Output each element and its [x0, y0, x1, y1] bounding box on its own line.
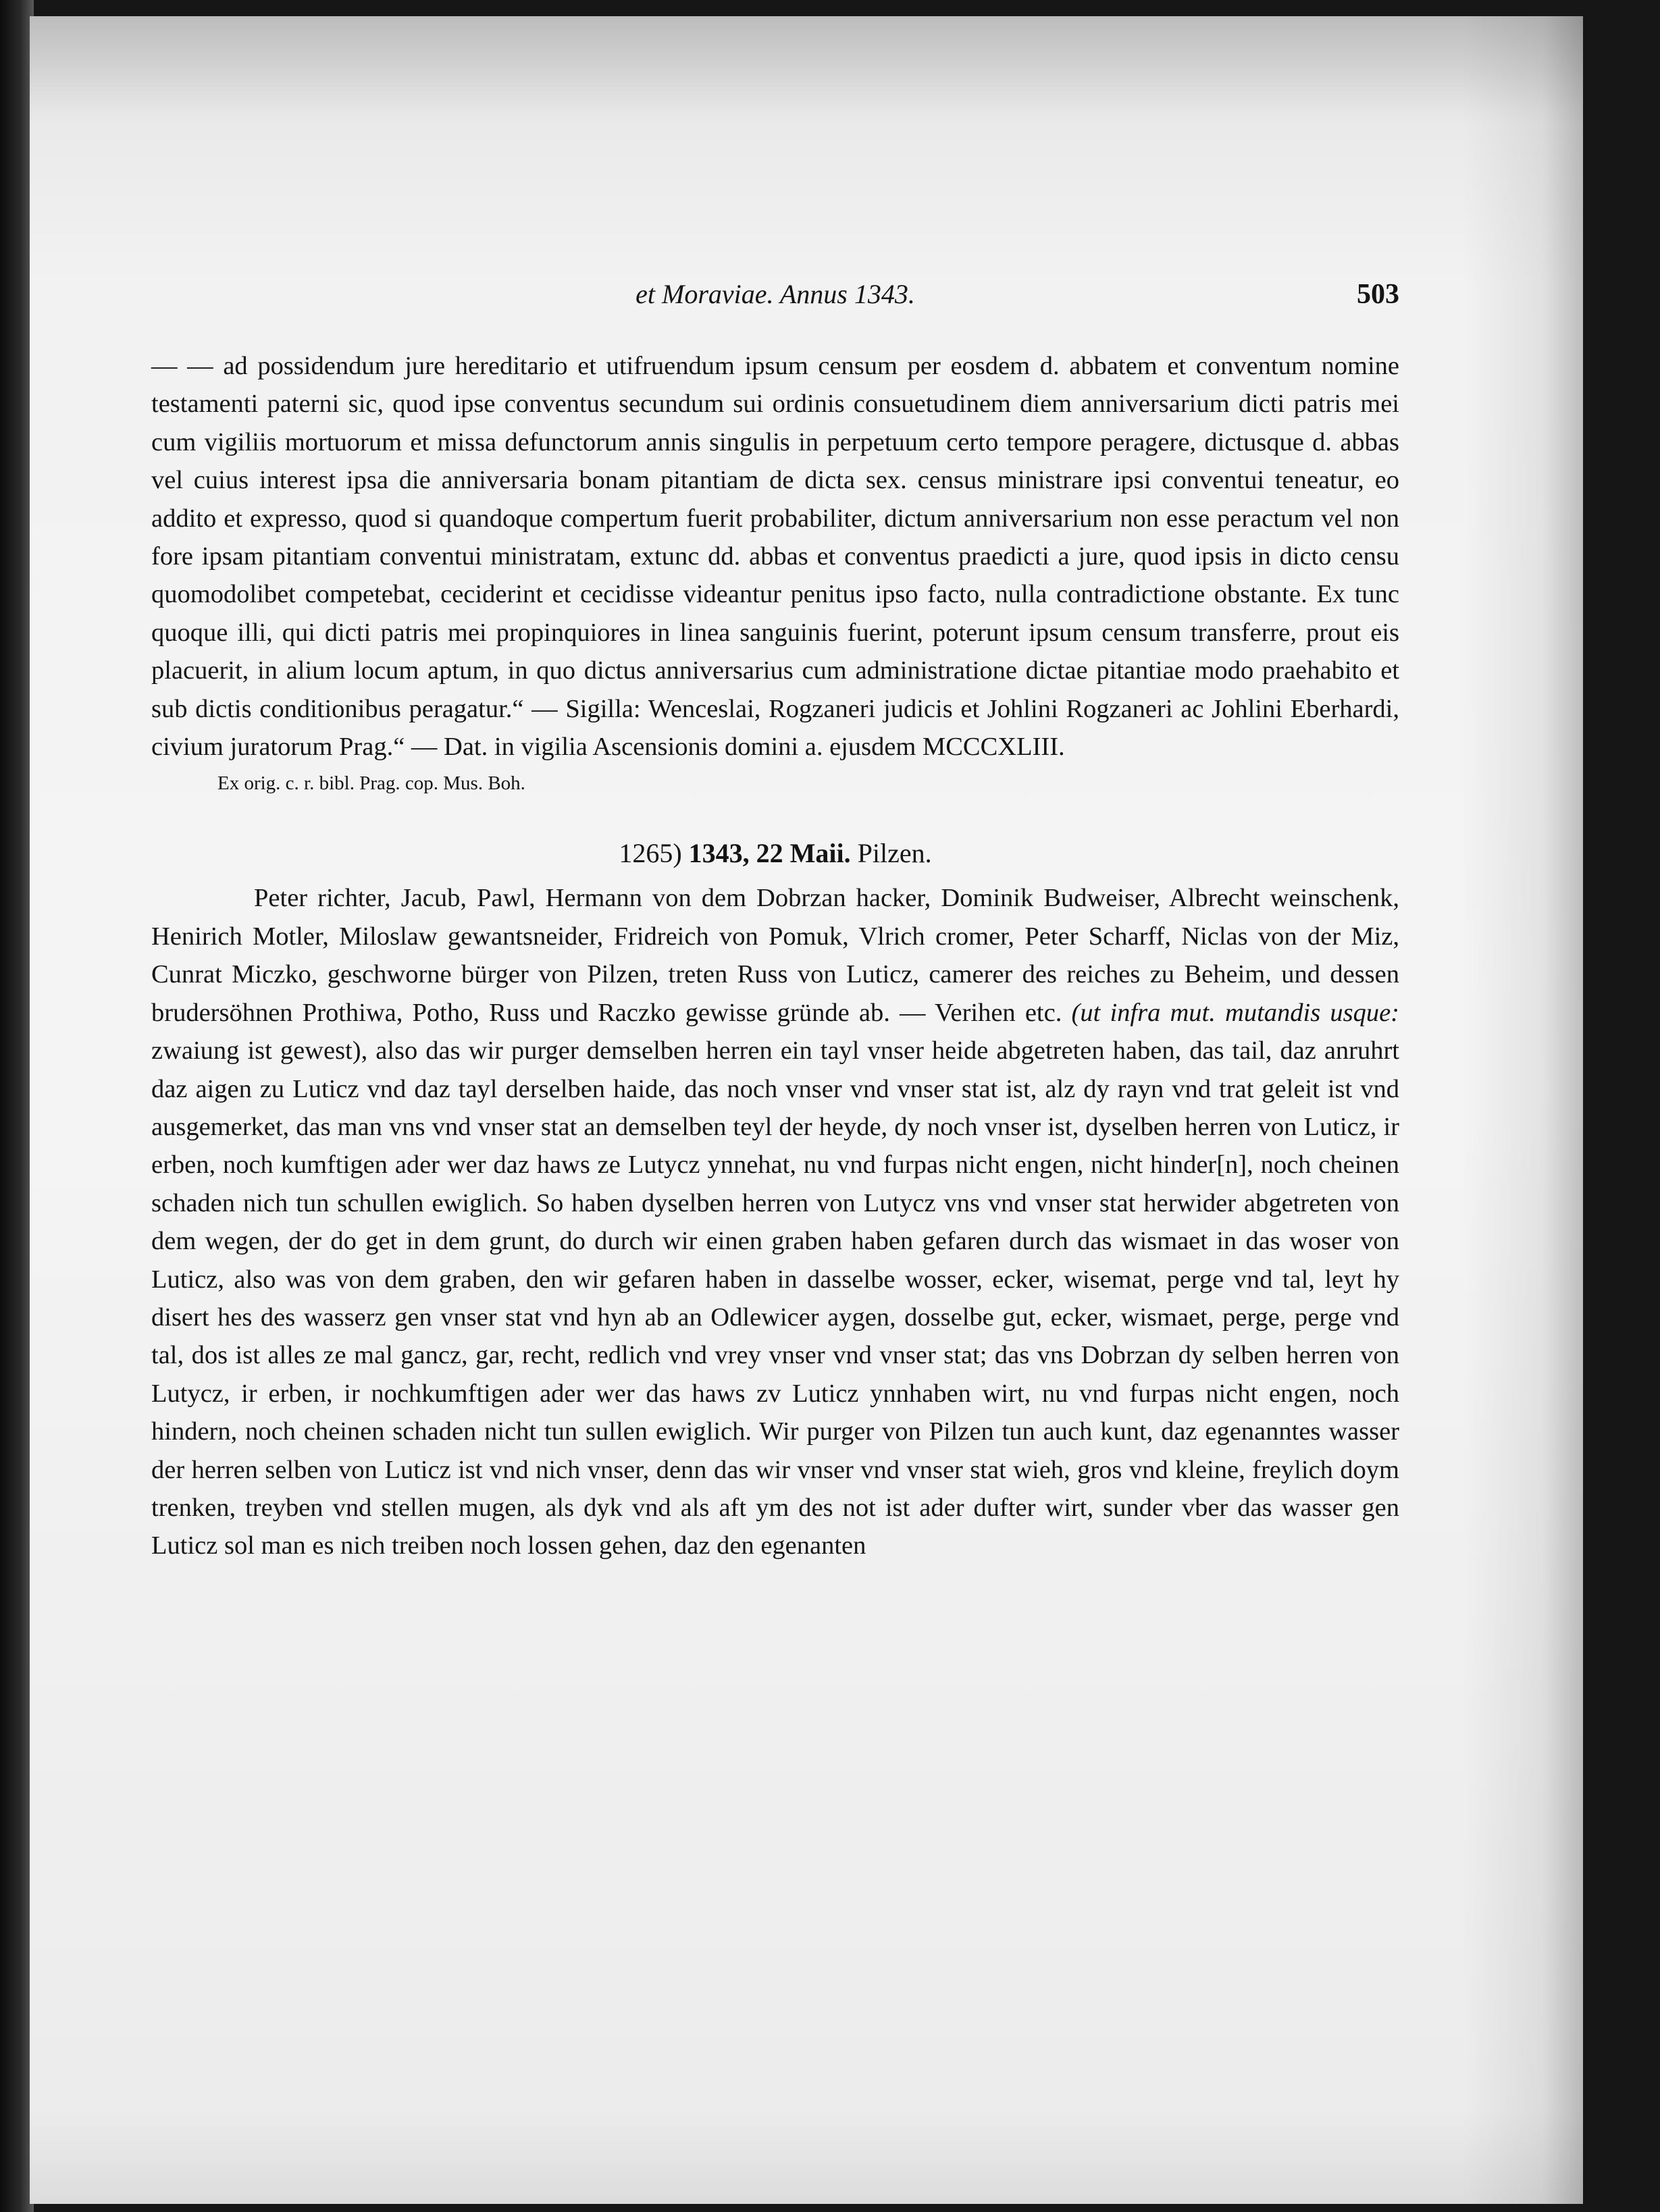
source-note: Ex orig. c. r. bibl. Prag. cop. Mus. Boh. [217, 772, 525, 795]
document-text-intro: Peter richter, Jacub, Pawl, Hermann von dem Dobrzan hacker, Dominik Budweiser, Albrecht weinschenk, Henirich Motler, Miloslaw gewantsneider, Fridreich von Pomuk, Vlrich cromer, Peter Scharff, Niclas von der Miz, Cunrat Miczko, geschworne bürger von Pilzen, treten Russ von Luticz, camerer des reiches zu Beheim, und dessen brudersöhnen Prothiwa, Potho, Russ und Raczko gewisse gründe ab. — Verihen etc. [151, 884, 1399, 1027]
running-head: et Moraviae. Annus 1343. [636, 279, 915, 309]
editorial-note: (ut infra mut. mutandis usque: [1071, 998, 1400, 1027]
document-date: 1343, 22 Maii. [688, 838, 851, 869]
page-header [151, 275, 1399, 313]
continuation-paragraph: — — ad possidendum jure hereditario et utifruendum ipsum censum per eosdem d. abbatem et conventum nomine testamenti paterni sic, quod ipse conventus secundum sui ordinis consuetudinem diem anniversarium dicti patris mei cum vigiliis mortuorum et missa defunctorum annis singulis in perpetuum certo tempore peragere, dictusque d. abbas vel cuius interest ipsa die anniversaria bonam pitantiam de dicta sex. census ministrare ipsi conventui teneatur, eo addito et expresso, quod si quandoque compertum fuerit probabiliter, dictum anniversarium non esse peractum vel non fore ipsam pitantiam conventui ministratam, extunc dd. abbas et conventus praedicti a jure, quod ipsis in dicto censu quomodolibet competebat, ceciderint et cecidisse videantur penitus ipso facto, nulla contradictione obstante. Ex tunc quoque illi, qui dicti patris mei propinquiores in linea sanguinis fuerint, poterunt ipsum censum transferre, prout eis placuerit, in alium locum aptum, in quo dictus anniversarius cum administratione dictae pitantiae modo praehabito et sub dictis conditionibus peragatur.“ — Sigilla: Wenceslai, Rogzaneri judicis et Johlini Rogzaneri ac Johlini Eberhardi, civium juratorum Prag.“ — Dat. in vigilia Ascensionis domini a. ejusdem MCCCXLIII. [151, 352, 1399, 762]
document-paragraph [151, 879, 1399, 1564]
document-place: Pilzen. [857, 838, 932, 869]
scan-shadow-right [1461, 16, 1583, 2204]
page-body [151, 347, 1399, 1565]
scan-shadow-top [30, 16, 1583, 124]
document-number: 1265) [619, 838, 682, 869]
scan-border [0, 0, 34, 2212]
document-text-main: zwaiung ist gewest), also das wir purger demselben herren ein tayl vnser heide abgetreten haben, das tail, daz anruhrt daz aigen zu Luticz vnd daz tayl derselben haide, das noch vnser vnd vnser stat ist, alz dy rayn vnd trat geleit ist vnd ausgemerket, das man vns vnd vnser stat an demselben teyl der heyde, dy noch vnser ist, dyselben herren von Luticz, ir erben, noch kumftigen ader wer daz haws ze Lutycz ynnehat, nu vnd furpas nicht engen, nicht hinder[n], noch cheinen schaden nich tun schullen ewiglich. So haben dyselben herren von Lutycz vns vnd vnser stat herwider abgetreten von dem wegen, der do get in dem grunt, do durch wir einen graben haben gefaren durch das wismaet in das woser von Luticz, also was von dem graben, den wir gefaren haben in dasselbe wosser, ecker, wisemat, perge vnd tal, leyt hy disert hes des wasserz gen vnser stat vnd hyn ab an Odlewicer aygen, dosselbe gut, ecker, wismaet, perge, perge vnd tal, dos ist alles ze mal gancz, gar, recht, redlich vnd vrey vnser vnd vnser stat; das vns Dobrzan dy selben herren von Lutycz, ir erben, ir nochkumftigen ader wer das haws zv Luticz ynnhaben wirt, nu vnd furpas nicht engen, noch hindern, noch cheinen schaden nicht tun sullen ewiglich. Wir purger von Pilzen tun auch kunt, daz egenanntes wasser der herren selben von Luticz ist vnd nich vnser, denn das wir vnser vnd vnser stat wieh, gros vnd kleine, freylich doym trenken, treyben vnd stellen mugen, als dyk vnd als aft ym des not ist ader dufter wirt, sunder vber das wasser gen Luticz sol man es nich treiben noch lossen gehen, daz den egenanten [151, 1036, 1399, 1560]
page-number: 503 [1357, 279, 1399, 310]
document-heading [151, 835, 1399, 872]
